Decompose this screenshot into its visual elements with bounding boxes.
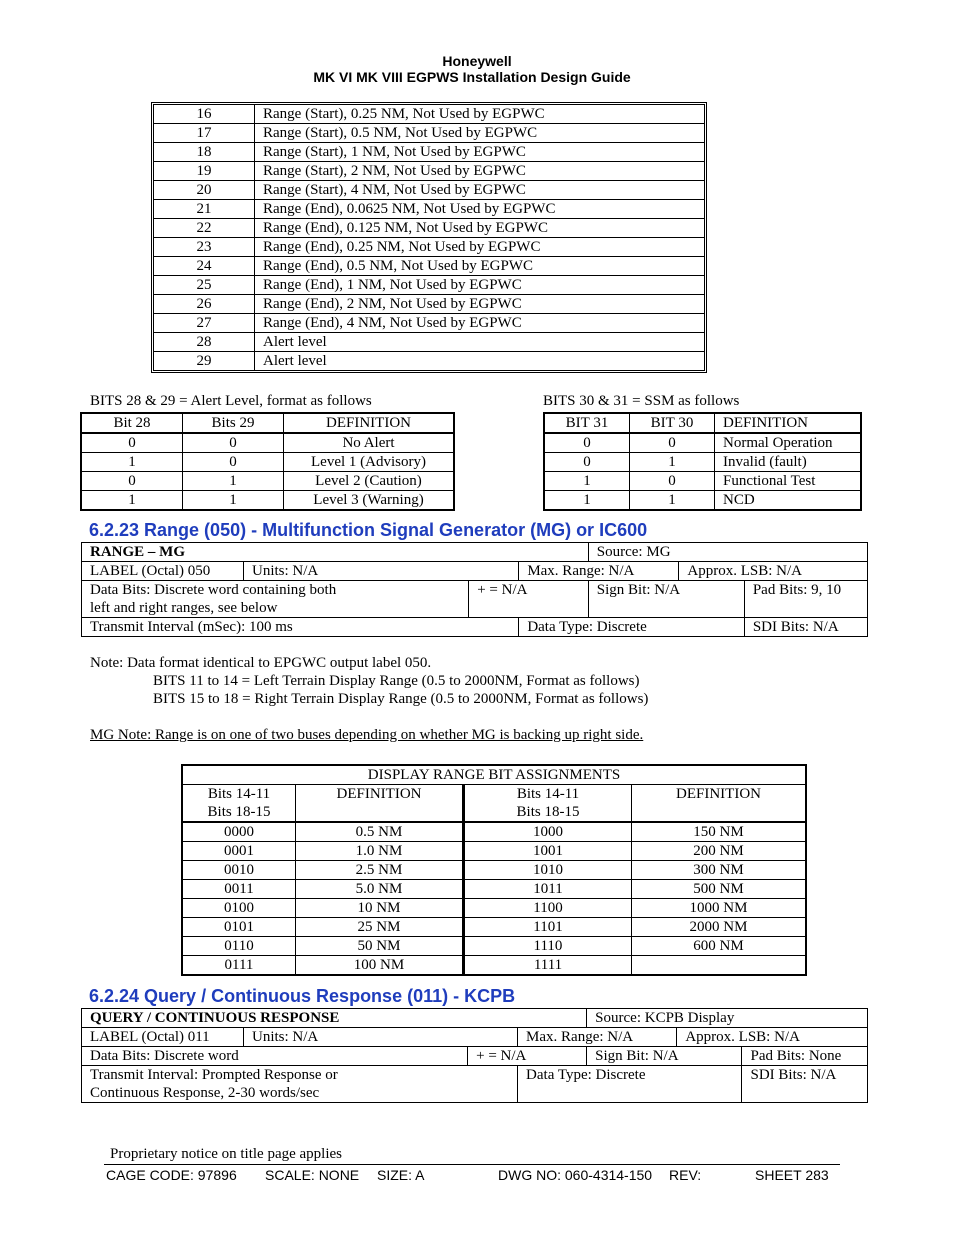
ssm-header-definition: DEFINITION <box>715 413 862 433</box>
display-definition-left: 10 NM <box>296 899 464 918</box>
range-label-octal: LABEL (Octal) 050 <box>82 562 244 581</box>
display-bits-right: 1110 <box>464 937 632 956</box>
ssm-row <box>544 491 861 511</box>
display-bits-right: 1001 <box>464 842 632 861</box>
display-definition-left: 0.5 NM <box>296 822 464 842</box>
query-sdi-bits: SDI Bits: N/A <box>742 1066 868 1103</box>
bit-row <box>154 333 705 352</box>
range-units: Units: N/A <box>244 562 519 581</box>
alert-header-bit28: Bit 28 <box>81 413 183 433</box>
ssm-row <box>544 433 861 453</box>
ssm-table <box>543 412 862 511</box>
bit-assignment-table <box>153 104 705 371</box>
proprietary-notice: Proprietary notice on title page applies <box>110 1146 343 1162</box>
query-label-name: QUERY / CONTINUOUS RESPONSE <box>82 1009 587 1028</box>
bit-row <box>154 352 705 371</box>
display-bits-left: 0000 <box>182 822 296 842</box>
mg-note: MG Note: Range is on one of two buses depending on whether MG is backing up right side. <box>90 727 644 743</box>
query-units: Units: N/A <box>244 1028 518 1047</box>
query-transmit-line2: Continuous Response, 2-30 words/sec <box>90 1085 320 1101</box>
display-definition-left: 50 NM <box>296 937 464 956</box>
bit-number: 17 <box>154 124 255 143</box>
display-bits-left: 0110 <box>182 937 296 956</box>
display-definition-left: 100 NM <box>296 956 464 976</box>
bit-number: 27 <box>154 314 255 333</box>
bit-row <box>154 314 705 333</box>
bit-number: 20 <box>154 181 255 200</box>
alert-header-bit29: Bits 29 <box>183 413 284 433</box>
query-section-heading: 6.2.24 Query / Continuous Response (011) - KCPB <box>89 986 516 1006</box>
range-plus: + = N/A <box>469 581 589 618</box>
alert-row <box>81 453 454 472</box>
note-line-1: Note: Data format identical to EPGWC output label 050. <box>90 655 432 671</box>
query-data-type: Data Type: Discrete <box>518 1066 742 1103</box>
ssm-cell: 0 <box>630 472 715 491</box>
ssm-cell: 1 <box>630 453 715 472</box>
footer-rule <box>104 1164 840 1165</box>
bit-description: Range (End), 0.25 NM, Not Used by EGPWC <box>255 238 705 257</box>
bit-description: Range (End), 2 NM, Not Used by EGPWC <box>255 295 705 314</box>
display-bits-right: 1100 <box>464 899 632 918</box>
display-definition-right: 2000 NM <box>632 918 807 937</box>
ssm-cell: 0 <box>544 453 630 472</box>
display-definition-right: 600 NM <box>632 937 807 956</box>
range-lsb: Approx. LSB: N/A <box>679 562 868 581</box>
ssm-caption: BITS 30 & 31 = SSM as follows <box>543 393 740 409</box>
query-pad-bits: Pad Bits: None <box>742 1047 868 1066</box>
display-range-row <box>182 956 806 976</box>
note-line-3: BITS 15 to 18 = Right Terrain Display Range (0.5 to 2000NM, Format as follows) <box>153 691 649 707</box>
display-bits-left: 0001 <box>182 842 296 861</box>
bit-number: 25 <box>154 276 255 295</box>
alert-row <box>81 433 454 453</box>
ssm-cell: 1 <box>544 491 630 511</box>
range-label-name: RANGE – MG <box>82 543 589 562</box>
display-range-row <box>182 937 806 956</box>
display-range-row <box>182 880 806 899</box>
range-section-heading: 6.2.23 Range (050) - Multifunction Signal Generator (MG) or IC600 <box>89 520 648 540</box>
bit-description: Range (Start), 0.5 NM, Not Used by EGPWC <box>255 124 705 143</box>
display-header-definition-left: DEFINITION <box>296 785 464 823</box>
display-definition-right: 150 NM <box>632 822 807 842</box>
alert-cell: No Alert <box>284 433 455 453</box>
range-data-bits-line2: left and right ranges, see below <box>90 600 278 616</box>
ssm-cell: 0 <box>544 433 630 453</box>
query-max-range: Max. Range: N/A <box>518 1028 677 1047</box>
range-data-bits-line1: Data Bits: Discrete word containing both <box>90 582 337 598</box>
drawing-number: DWG NO: 060-4314-150 <box>498 1167 653 1183</box>
alert-cell: 1 <box>81 491 183 511</box>
bit-row <box>154 181 705 200</box>
display-range-row <box>182 842 806 861</box>
display-range-row <box>182 918 806 937</box>
ssm-cell: Normal Operation <box>715 433 862 453</box>
revision: REV: <box>669 1167 702 1183</box>
alert-row <box>81 472 454 491</box>
query-source: Source: KCPB Display <box>587 1009 868 1028</box>
query-label-table <box>81 1008 868 1103</box>
display-header-bits-a-left: Bits 14-11 <box>207 786 271 802</box>
bit-number: 24 <box>154 257 255 276</box>
note-line-2: BITS 11 to 14 = Left Terrain Display Range (0.5 to 2000NM, Format as follows) <box>153 673 640 689</box>
bit-description: Range (End), 0.125 NM, Not Used by EGPWC <box>255 219 705 238</box>
document-title: MK VI MK VIII EGPWS Installation Design Guide <box>313 69 631 85</box>
bit-number: 18 <box>154 143 255 162</box>
alert-caption: BITS 28 & 29 = Alert Level, format as follows <box>90 393 372 409</box>
ssm-cell: 0 <box>630 433 715 453</box>
bit-number: 26 <box>154 295 255 314</box>
alert-cell: 1 <box>183 491 284 511</box>
display-bits-left: 0011 <box>182 880 296 899</box>
range-pad-bits: Pad Bits: 9, 10 <box>744 581 867 618</box>
display-definition-left: 2.5 NM <box>296 861 464 880</box>
ssm-header-bit30: BIT 30 <box>630 413 715 433</box>
bit-description: Range (Start), 1 NM, Not Used by EGPWC <box>255 143 705 162</box>
ssm-row <box>544 453 861 472</box>
bit-row <box>154 276 705 295</box>
bit-number: 29 <box>154 352 255 371</box>
size: SIZE: A <box>377 1167 425 1183</box>
bit-number: 19 <box>154 162 255 181</box>
alert-level-table <box>80 412 455 511</box>
bit-number: 21 <box>154 200 255 219</box>
alert-cell: 0 <box>183 433 284 453</box>
query-lsb: Approx. LSB: N/A <box>677 1028 868 1047</box>
alert-cell: Level 2 (Caution) <box>284 472 455 491</box>
display-header-bits-b-right: Bits 18-15 <box>516 804 580 820</box>
bit-row <box>154 124 705 143</box>
bit-description: Range (Start), 0.25 NM, Not Used by EGPWC <box>255 105 705 124</box>
bit-number: 22 <box>154 219 255 238</box>
query-data-bits: Data Bits: Discrete word <box>82 1047 468 1066</box>
display-definition-left: 5.0 NM <box>296 880 464 899</box>
query-sign-bit: Sign Bit: N/A <box>587 1047 742 1066</box>
alert-row <box>81 491 454 511</box>
alert-cell: 0 <box>81 433 183 453</box>
ssm-cell: Invalid (fault) <box>715 453 862 472</box>
range-max-range: Max. Range: N/A <box>519 562 679 581</box>
display-bits-left: 0111 <box>182 956 296 976</box>
display-range-title: DISPLAY RANGE BIT ASSIGNMENTS <box>182 765 806 785</box>
bit-description: Range (Start), 2 NM, Not Used by EGPWC <box>255 162 705 181</box>
display-definition-right: 300 NM <box>632 861 807 880</box>
bit-description: Range (End), 0.5 NM, Not Used by EGPWC <box>255 257 705 276</box>
bit-row <box>154 143 705 162</box>
bit-number: 28 <box>154 333 255 352</box>
alert-cell: Level 1 (Advisory) <box>284 453 455 472</box>
display-definition-left: 1.0 NM <box>296 842 464 861</box>
display-bits-right: 1111 <box>464 956 632 976</box>
display-range-row <box>182 861 806 880</box>
display-definition-right: 1000 NM <box>632 899 807 918</box>
bit-number: 23 <box>154 238 255 257</box>
bit-row <box>154 162 705 181</box>
bit-description: Range (Start), 4 NM, Not Used by EGPWC <box>255 181 705 200</box>
range-sdi-bits: SDI Bits: N/A <box>744 618 867 637</box>
bit-row <box>154 105 705 124</box>
bit-row <box>154 200 705 219</box>
display-bits-right: 1011 <box>464 880 632 899</box>
display-header-definition-right: DEFINITION <box>632 785 807 823</box>
display-definition-right <box>632 956 807 976</box>
range-data-type: Data Type: Discrete <box>519 618 745 637</box>
display-range-row <box>182 822 806 842</box>
alert-cell: 1 <box>81 453 183 472</box>
cage-code: CAGE CODE: 97896 <box>106 1167 237 1183</box>
ssm-cell: Functional Test <box>715 472 862 491</box>
bit-description: Range (End), 1 NM, Not Used by EGPWC <box>255 276 705 295</box>
bit-row <box>154 219 705 238</box>
display-definition-left: 25 NM <box>296 918 464 937</box>
display-bits-left: 0101 <box>182 918 296 937</box>
alert-cell: 0 <box>81 472 183 491</box>
display-bits-right: 1000 <box>464 822 632 842</box>
query-transmit-line1: Transmit Interval: Prompted Response or <box>90 1067 338 1083</box>
alert-cell: Level 3 (Warning) <box>284 491 455 511</box>
bit-row <box>154 238 705 257</box>
ssm-cell: 1 <box>630 491 715 511</box>
bit-description: Alert level <box>255 333 705 352</box>
range-sign-bit: Sign Bit: N/A <box>588 581 744 618</box>
display-bits-left: 0100 <box>182 899 296 918</box>
query-label-octal: LABEL (Octal) 011 <box>82 1028 244 1047</box>
display-range-row <box>182 899 806 918</box>
bit-description: Range (End), 0.0625 NM, Not Used by EGPWC <box>255 200 705 219</box>
bit-row <box>154 295 705 314</box>
range-label-table <box>81 542 868 637</box>
display-bits-left: 0010 <box>182 861 296 880</box>
range-transmit-interval: Transmit Interval (mSec): 100 ms <box>82 618 519 637</box>
scale: SCALE: NONE <box>265 1167 360 1183</box>
display-header-bits-b-left: Bits 18-15 <box>207 804 271 820</box>
bit-row <box>154 257 705 276</box>
bit-number: 16 <box>154 105 255 124</box>
display-bits-right: 1010 <box>464 861 632 880</box>
alert-cell: 0 <box>183 453 284 472</box>
query-plus: + = N/A <box>468 1047 587 1066</box>
display-header-bits-a-right: Bits 14-11 <box>516 786 580 802</box>
ssm-row <box>544 472 861 491</box>
company-name: Honeywell <box>442 53 512 69</box>
alert-cell: 1 <box>183 472 284 491</box>
display-definition-right: 200 NM <box>632 842 807 861</box>
display-definition-right: 500 NM <box>632 880 807 899</box>
alert-header-definition: DEFINITION <box>284 413 455 433</box>
sheet-number: SHEET 283 <box>755 1167 829 1183</box>
display-range-table <box>181 764 807 976</box>
bit-description: Range (End), 4 NM, Not Used by EGPWC <box>255 314 705 333</box>
ssm-cell: NCD <box>715 491 862 511</box>
ssm-header-bit31: BIT 31 <box>544 413 630 433</box>
bit-description: Alert level <box>255 352 705 371</box>
ssm-cell: 1 <box>544 472 630 491</box>
display-bits-right: 1101 <box>464 918 632 937</box>
range-source: Source: MG <box>588 543 867 562</box>
